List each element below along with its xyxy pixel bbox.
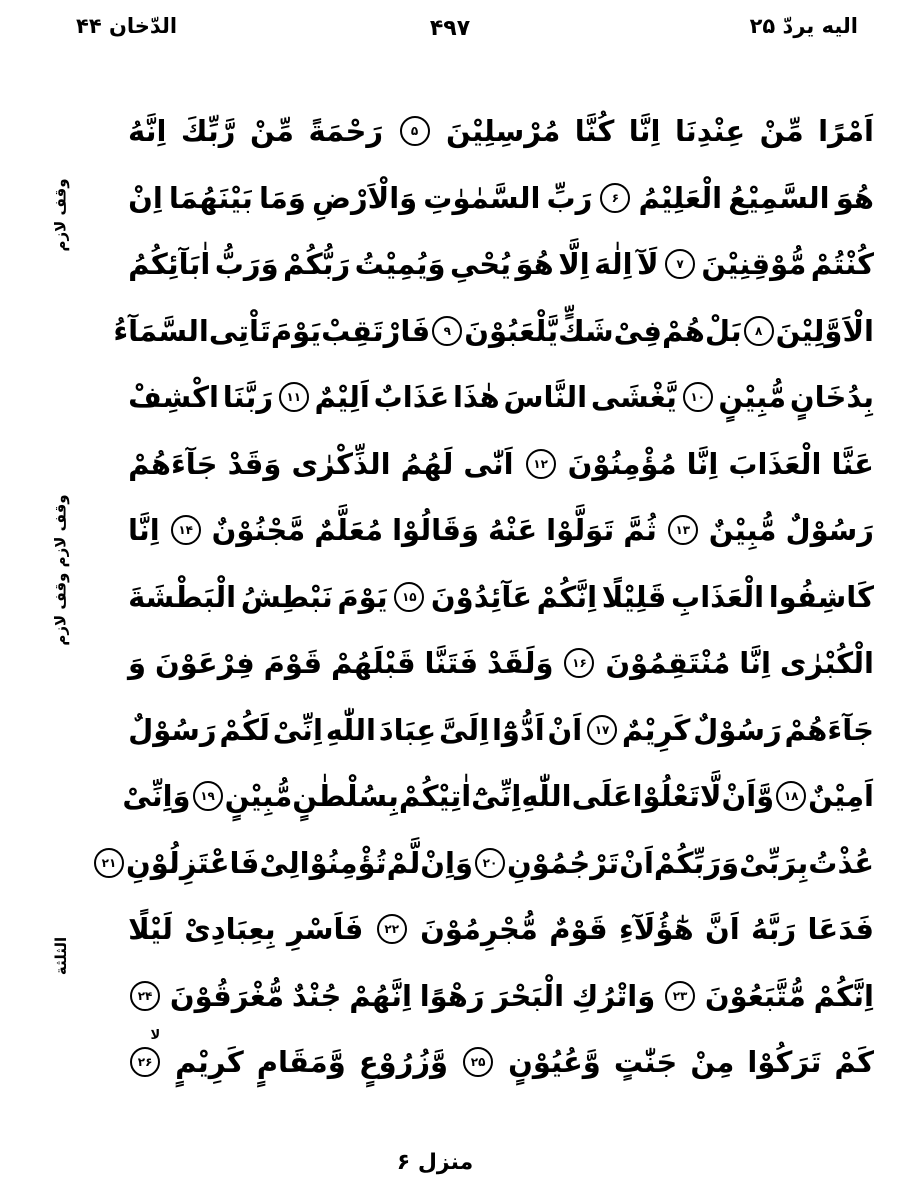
quran-word: اكْشِفْ [128, 380, 219, 415]
margin-note-waqf [44, 490, 78, 650]
ayah-marker [564, 648, 594, 678]
quran-word: الْبَحْرَ [492, 978, 565, 1013]
quran-word: رَحْمَةً [308, 114, 384, 149]
quran-word: مُّبِيْنٌ [708, 513, 777, 548]
quran-word: لَآ [636, 247, 659, 282]
quran-word: رَسُوْلٌ [128, 712, 217, 747]
quran-word: اِلَّا [558, 247, 590, 282]
quran-word: مُّجْرِمُوْنَ [420, 912, 538, 947]
ayah-marker [130, 981, 160, 1011]
ayah-number: ۲۵ [463, 1047, 493, 1077]
quran-word: قَبْلَهُمْ [331, 646, 416, 681]
ayah-marker [130, 1028, 161, 1077]
quran-word: اِنَّا [686, 446, 719, 481]
ayah-marker [394, 582, 424, 612]
quran-word: بِدُخَانٍ [789, 380, 874, 415]
quran-word: تَاْتِى [208, 313, 271, 348]
quran-word: اَنْ [547, 712, 583, 747]
quran-word: مُنْتَقِمُوْنَ [605, 646, 731, 681]
quran-word: اٰتِيْكُمْ [398, 779, 472, 814]
quran-word: الذِّكْرٰى [291, 446, 391, 481]
quran-word: اِنِّىْ [272, 712, 323, 747]
quran-word: عِبَادَ [378, 712, 437, 747]
quran-word: رَهْوًا [419, 978, 485, 1013]
ayah-marker [600, 183, 630, 213]
quran-line [128, 564, 874, 631]
quran-word: نَبْطِشُ [240, 579, 333, 614]
ayah-marker [683, 382, 713, 412]
quran-word: كُنْتُمْ [810, 247, 874, 282]
quran-word: مُؤْمِنُوْنَ [567, 446, 677, 481]
quran-word: شَكٍّ [558, 313, 614, 348]
quran-word: اِنَّهُ [128, 114, 167, 149]
quran-line [113, 298, 874, 365]
quran-line [128, 896, 874, 963]
quran-word: وَّمَقَامٍ [256, 1045, 346, 1080]
quran-word: مُّتَّبَعُوْنَ [704, 978, 806, 1013]
ayah-number: ۱۱ [279, 382, 309, 412]
ayah-number: ۸ [744, 316, 774, 346]
quran-line [128, 497, 874, 564]
quran-word: فَتَنَّا [424, 646, 479, 681]
quran-line [128, 431, 874, 498]
quran-word: رَبُّكُمْ [283, 247, 351, 282]
quran-word: لَيْلًا [128, 912, 173, 947]
ayah-number: ۷ [665, 249, 695, 279]
ayah-number: ۱۸ [776, 781, 806, 811]
quran-word: تَعْلُوْا [632, 779, 700, 814]
quran-word: لَّا [699, 779, 722, 814]
ayah-number: ۱۰ [683, 382, 713, 412]
ayah-number: ۶ [600, 183, 630, 213]
margin-note-waqf [44, 163, 78, 267]
quran-word: اِنَّا [128, 513, 160, 548]
quran-line [122, 763, 874, 830]
quran-word: رَّبِّكَ [180, 114, 236, 149]
quran-word: فِىْ [613, 313, 662, 348]
quran-word: اِنِّىْٓ [471, 779, 522, 814]
quran-word: يَّغْشَى [590, 380, 677, 415]
quran-word: الْكُبْرٰى [779, 646, 874, 681]
quran-word: مُعَلَّمٌ [314, 513, 384, 548]
quran-word: كَاشِفُوا [768, 579, 874, 614]
manzil-label: منزل ۶ [396, 1150, 474, 1175]
quran-word: فِرْعَوْنَ [154, 646, 255, 681]
quran-word: وَلَقَدْ [487, 646, 554, 681]
ayah-marker [668, 515, 698, 545]
quran-word: اللّٰهِ [325, 712, 376, 747]
quran-word: وَقَدْ [227, 446, 282, 481]
quran-word: عُذْتُ [808, 845, 874, 880]
quran-word: يَوْمَ [337, 579, 388, 614]
ayah-number: ۱۵ [394, 582, 424, 612]
quran-word: وَّاَنْ [721, 779, 775, 814]
quran-word: لَّمْ [386, 845, 421, 880]
quran-word: كَرِيْمٍ [175, 1045, 244, 1080]
quran-word: وَيُمِيْتُ [354, 247, 446, 282]
margin-note-text: الثلثة [52, 936, 70, 976]
ayah-number: ۱۷ [587, 715, 617, 745]
page-footer [0, 1150, 900, 1175]
ayah-number: ۱۲ [526, 449, 556, 479]
ayah-marker [400, 116, 430, 146]
quran-word: اِلَىَّ [438, 712, 490, 747]
ayah-number: ۲۳ [665, 981, 695, 1011]
quran-word: جَنّٰتٍ [613, 1045, 678, 1080]
quran-word: اِنَّهُمْ [349, 978, 412, 1013]
ayah-number: ۲۲ [377, 914, 407, 944]
quran-line [128, 165, 874, 232]
quran-word: رَبَّهُ [751, 912, 797, 947]
quran-word: تُؤْمِنُوْا [299, 845, 387, 880]
quran-word: رَسُوْلٌ [785, 513, 874, 548]
quran-word: وَالْاَرْضِ [311, 180, 418, 215]
ayah-marker [193, 781, 223, 811]
margin-note-waqf [44, 920, 78, 992]
quran-word: بَلْ [704, 313, 742, 348]
ayah-number: ۱۹ [193, 781, 223, 811]
ayah-number: ۵ [400, 116, 430, 146]
ayah-marker [279, 382, 309, 412]
quran-word: هُمْ [661, 313, 705, 348]
quran-word: فَاَسْرِ [286, 912, 364, 947]
quran-word: تَرْجُمُوْنِ [506, 845, 620, 880]
quran-word: اَمِيْنٌ [808, 779, 874, 814]
quran-word: هُوَ [515, 247, 554, 282]
quran-word: جُنْدٌ [291, 978, 342, 1013]
quran-word: وَاتْرُكِ [571, 978, 656, 1013]
quran-word: هُوَ [835, 180, 874, 215]
quran-word: وَاِنِّىْ [122, 779, 191, 814]
ayah-marker [94, 848, 124, 878]
quran-word: بَيْنَهُمَا [168, 180, 253, 215]
quran-word: بِعِبَادِىْ [184, 912, 276, 947]
quran-word: اَمْرًا [818, 114, 874, 149]
quran-line [128, 963, 874, 1030]
ayah-number: ۲۶ [130, 1047, 160, 1077]
quran-word: الْعَذَابَ [728, 446, 822, 481]
page-number: ۴۹۷ [429, 16, 471, 41]
ayah-number: ۱۶ [564, 648, 594, 678]
quran-word: مِنْ [690, 1045, 735, 1080]
quran-word: السَّمَآءُ [113, 313, 209, 348]
quran-word: وَمَا [258, 180, 306, 215]
quran-word: اِنَّكُمْ [536, 579, 598, 614]
quran-word: بِرَبِّىْ [739, 845, 809, 880]
quran-word: اَنْ [619, 845, 654, 880]
quran-word: جَآءَهُمْ [128, 446, 218, 481]
quran-word: وَرَبِّكُمْ [653, 845, 740, 880]
quran-word: لَكُمْ [219, 712, 270, 747]
ayah-marker [377, 914, 407, 944]
ayah-marker [776, 781, 806, 811]
quran-word: عَنَّا [831, 446, 874, 481]
quran-word: لَهُمُ [400, 446, 454, 481]
ayah-marker [665, 249, 695, 279]
quran-word: بِسُلْطٰنٍ [292, 779, 399, 814]
quran-word: اَلِيْمٌ [314, 380, 370, 415]
quran-word: اَنّٰى [463, 446, 514, 481]
quran-word: الْبَطْشَةَ [128, 579, 237, 614]
quran-line [128, 630, 874, 697]
quran-word: قَوْمٌ [549, 912, 608, 947]
quran-line [128, 1029, 874, 1096]
quran-word: كُنَّا [574, 114, 615, 149]
ayah-marker [171, 515, 201, 545]
ayah-marker [463, 1047, 493, 1077]
juz-label: اليه يردّ ۲۵ [749, 14, 858, 38]
quran-word: هٰٓؤُلَآءِ [618, 912, 694, 947]
surah-label: الدّخان ۴۴ [76, 14, 178, 38]
quran-word: رَسُوْلٌ [693, 712, 782, 747]
quran-line [128, 364, 874, 431]
ayah-marker [587, 715, 617, 745]
ayah-marker [526, 449, 556, 479]
ayah-marker [475, 848, 505, 878]
quran-word: يُحْىِ [449, 247, 512, 282]
quran-word: عَآئِدُوْنَ [430, 579, 533, 614]
quran-word: عَلَى [571, 779, 633, 814]
quran-word: السَّمٰوٰتِ [423, 180, 541, 215]
ayah-number: ۹ [432, 316, 462, 346]
quran-word: اِنَّكُمْ [813, 978, 874, 1013]
quran-word: الْعَذَابِ [671, 579, 765, 614]
quran-word: وَاِنْ [420, 845, 473, 880]
quran-word: قَلِيْلًا [601, 579, 667, 614]
quran-word: وَرَبُّ [214, 247, 279, 282]
quran-word: فَارْتَقِبْ [321, 313, 431, 348]
quran-word: مُّغْرَقُوْنَ [169, 978, 285, 1013]
quran-word: تَوَلَّوْا [546, 513, 615, 548]
page-header [0, 6, 900, 54]
quran-word: كَرِيْمٌ [621, 712, 691, 747]
quran-word: اِلٰهَ [594, 247, 633, 282]
quran-word: السَّمِيْعُ [728, 180, 830, 215]
quran-word: اِنَّا [739, 646, 771, 681]
quran-word: رَبِّ [546, 180, 593, 215]
quran-word: ثُمَّ [623, 513, 657, 548]
quran-word: قَوْمَ [263, 646, 323, 681]
quran-word: لِىْ [259, 845, 300, 880]
ayah-marker [665, 981, 695, 1011]
ayah-number: ۲۴ [130, 981, 160, 1011]
quran-word: فَاعْتَزِلُوْنِ [126, 845, 260, 880]
ayah-marker [744, 316, 774, 346]
margin-note-text: وقف لازم وقف لازم [51, 494, 70, 646]
quran-word: وَّعُيُوْنٍ [508, 1045, 601, 1080]
quran-word: هٰذَا [452, 380, 500, 415]
waqf-mark: لا [150, 1028, 161, 1044]
text-block [101, 98, 874, 1096]
ayah-number: ۱۳ [668, 515, 698, 545]
quran-word: اِنَّا [628, 114, 661, 149]
margin-note-text: وقف لازم [52, 178, 70, 252]
ayah-number: ۱۴ [171, 515, 201, 545]
quran-word: وَقَالُوْا [392, 513, 479, 548]
quran-word: اَدُّوْٓا [491, 712, 545, 747]
quran-word: مُّوْقِنِيْنَ [701, 247, 807, 282]
quran-word: مَّجْنُوْنٌ [211, 513, 306, 548]
quran-word: كَمْ [834, 1045, 874, 1080]
quran-word: اٰبَآئِكُمُ [128, 247, 211, 282]
quran-word: النَّاسَ [503, 380, 588, 415]
quran-word: جَآءَهُمْ [784, 712, 874, 747]
ayah-number: ۲۱ [94, 848, 124, 878]
quran-word: يَّلْعَبُوْنَ [464, 313, 559, 348]
quran-word: وَّزُرُوْعٍ [358, 1045, 449, 1080]
quran-word: وَ [128, 646, 147, 681]
ayah-marker [432, 316, 462, 346]
quran-word: عِنْدِنَا [674, 114, 746, 149]
quran-word: مُّبِيْنٍ [718, 380, 787, 415]
quran-word: مُرْسِلِيْنَ [445, 114, 561, 149]
quran-word: يَوْمَ [270, 313, 322, 348]
quran-word: رَبَّنَا [222, 380, 274, 415]
quran-word: اللّٰهِ [521, 779, 572, 814]
quran-word: عَنْهُ [487, 513, 538, 548]
quran-word: الْاَوَّلِيْنَ [775, 313, 874, 348]
quran-line [128, 231, 874, 298]
quran-word: مُّبِيْنٍ [224, 779, 293, 814]
quran-line [128, 98, 874, 165]
quran-word: عَذَابٌ [373, 380, 450, 415]
quran-word: مِّنْ [249, 114, 294, 149]
quran-word: مِّنْ [759, 114, 804, 149]
quran-line [101, 830, 874, 897]
quran-word: الْعَلِيْمُ [638, 180, 723, 215]
quran-word: اِنْ [128, 180, 163, 215]
quran-word: فَدَعَا [807, 912, 874, 947]
quran-word: اَنَّ [705, 912, 740, 947]
quran-line [128, 697, 874, 764]
quran-word: تَرَكُوْا [747, 1045, 822, 1080]
ayah-number: ۲۰ [475, 848, 505, 878]
